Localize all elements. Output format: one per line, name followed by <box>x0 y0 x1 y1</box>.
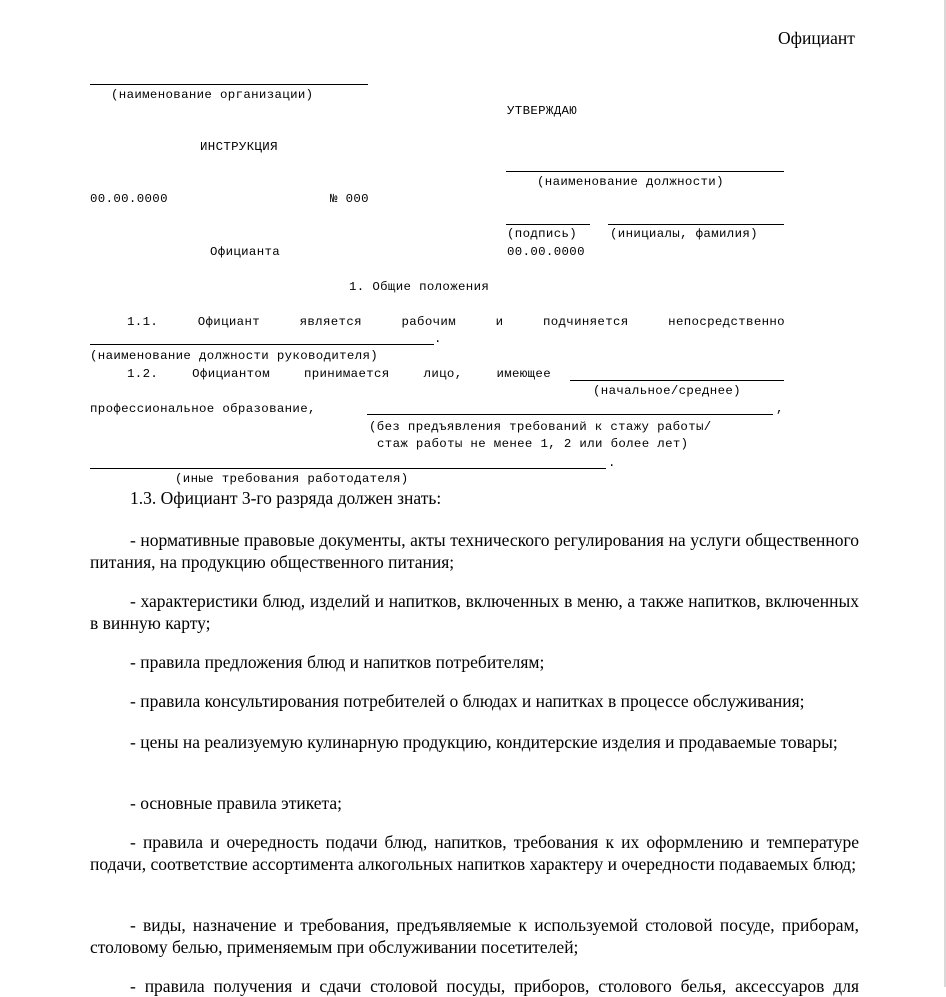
p1-2-word: имеющее <box>496 367 551 381</box>
paragraph-1-1 <box>127 315 785 330</box>
knowledge-item: - виды, назначение и требования, предъявляемые к используемой столовой посуде, приборам, столовому белью, применяемым при обслуживании посетителей; <box>90 915 859 957</box>
other-requirements-caption: (иные требования работодателя) <box>175 472 409 486</box>
org-caption: (наименование организации) <box>111 88 314 102</box>
p1-1-word: 1.1. <box>127 315 159 329</box>
p1-2-word: 1.2. <box>127 367 159 381</box>
knowledge-item: - правила и очередность подачи блюд, напитков, требования к их оформлению и температуре подачи, соответствие ассортимента алкогольных напитков характеру и очередности подаваемых блюд; <box>90 832 859 874</box>
knowledge-item: - основные правила этикета; <box>130 793 343 813</box>
header-job-title: Официант <box>778 28 855 48</box>
document-subject: Официанта <box>210 245 281 259</box>
approver-position-line <box>506 171 784 172</box>
knowledge-item: - правила предложения блюд и напитков потребителям; <box>130 652 545 672</box>
p1-2-word: лицо, <box>423 367 463 381</box>
knowledge-item: - цены на реализуемую кулинарную продукцию, кондитерские изделия и продаваемые товары; <box>130 732 838 752</box>
p1-2-end: . <box>608 456 616 470</box>
section-1-heading: 1. Общие положения <box>349 280 490 294</box>
p1-2-comma: , <box>776 402 784 416</box>
p1-1-word: рабочим <box>401 315 456 329</box>
knowledge-item: - характеристики блюд, изделий и напитков, включенных в меню, а также напитков, включенных в винную карту; <box>90 591 859 633</box>
approval-date: 00.00.0000 <box>507 245 585 259</box>
name-caption: (инициалы, фамилия) <box>610 227 758 241</box>
experience-caption-1: (без предъявления требований к стажу работы/ <box>369 420 712 434</box>
document-number: № 000 <box>330 192 369 206</box>
p1-1-end: . <box>434 332 442 346</box>
knowledge-item: - нормативные правовые документы, акты технического регулирования на услуги общественного питания, на продукцию общественного питания; <box>90 530 859 572</box>
p1-2-line2: профессиональное образование, <box>90 402 316 416</box>
name-line <box>608 224 784 225</box>
signature-caption: (подпись) <box>507 227 578 241</box>
approve-label: УТВЕРЖДАЮ <box>507 104 578 118</box>
manager-position-line <box>90 344 434 345</box>
p1-1-word: и <box>495 315 504 329</box>
approver-position-caption: (наименование должности) <box>537 175 724 189</box>
knowledge-item: - правила получения и сдачи столовой посуды, приборов, столового белья, аксессуаров для <box>130 976 859 996</box>
section-1-3-title: 1.3. Официант 3-го разряда должен знать: <box>130 488 442 508</box>
p1-1-word: Официант <box>197 315 261 329</box>
manager-position-caption: (наименование должности руководителя) <box>90 349 379 363</box>
experience-caption-2: стаж работы не менее 1, 2 или более лет) <box>377 437 689 451</box>
p1-1-word: является <box>299 315 362 329</box>
other-requirements-line <box>90 468 606 469</box>
p1-2-word: принимается <box>303 367 390 381</box>
knowledge-item: - правила консультирования потребителей о блюдах и напитках в процессе обслуживания; <box>130 691 805 711</box>
education-line <box>570 380 784 381</box>
education-caption: (начальное/среднее) <box>593 384 741 398</box>
p1-2-word: Официантом <box>192 367 270 381</box>
document-date: 00.00.0000 <box>90 192 168 206</box>
p1-1-word: непосредственно <box>668 315 785 329</box>
signature-line <box>506 224 590 225</box>
experience-line <box>367 414 773 415</box>
paragraph-1-2 <box>127 367 551 382</box>
document-type: ИНСТРУКЦИЯ <box>200 140 278 154</box>
org-name-line <box>90 84 368 85</box>
p1-1-word: подчиняется <box>542 315 629 329</box>
